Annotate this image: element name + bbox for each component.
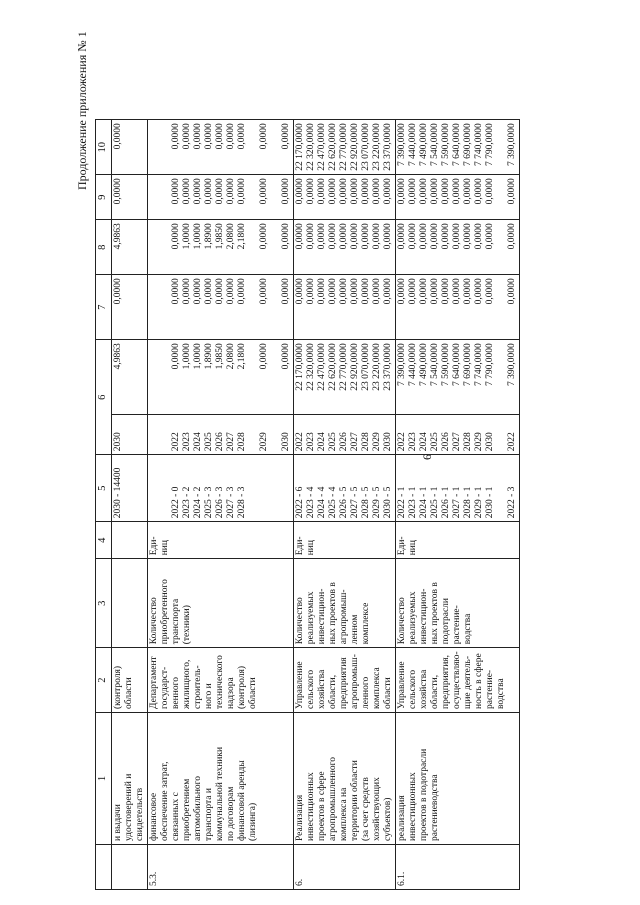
continuation-label: Продолжение приложения № 1	[75, 31, 89, 190]
executor: Департамент государст- венного жилищного, строитель- ного и технического надзора (контроля) области	[148, 648, 294, 713]
total-value: 22 170,0000 22 320,0000 22 470,0000 22 620,0000 22 770,0000 22 920,0000 23 070,0000 23 220,0000 23 370,0000	[294, 340, 396, 415]
header-cell	[96, 845, 112, 890]
federal-value: 0,0000	[112, 275, 148, 340]
header-cell: 6	[96, 340, 112, 455]
table-row	[148, 120, 294, 890]
header-cell: 3	[96, 559, 112, 648]
header-cell: 7	[96, 275, 112, 340]
executor: Управление сельского хозяйства области, предприятия, осуществляю- щие деятель- ность в сфере растение- водства	[396, 648, 520, 713]
measure-name: и выдачи удостоверений и свидетельств	[112, 713, 148, 845]
total-value: 7 390,0000 7 440,0000 7 490,0000 7 540,0000 7 590,0000 7 640,0000 7 690,0000 7 740,0000 7 790,0000 7 390,0000	[396, 340, 520, 415]
page-number: 6	[420, 454, 434, 460]
row-number: 5.3.	[148, 845, 294, 890]
indicator: Количество реализуемых инвестицион- ных проектов в подотрасли растение- водства	[396, 559, 520, 648]
unit: Еди- ниц	[396, 522, 520, 559]
regional-value: 0,0000 0,0000 0,0000 0,0000 0,0000 0,0000 0,0000 0,0000 0,0000	[294, 220, 396, 275]
table-row	[112, 120, 148, 890]
year: 2022 2023 2024 2025 2026 2027 2028 2029 2030	[294, 415, 396, 455]
table-row	[396, 120, 520, 890]
indicator: Количество приобретенного транспорта (техники)	[148, 559, 294, 648]
row-number: 6.	[294, 845, 396, 890]
executor: (контроля) области	[112, 648, 148, 713]
year: 2030	[112, 415, 148, 455]
measure-name: реализация инвестиционных проектов в подотрасли растениеводства	[396, 713, 520, 845]
header-cell: 9	[96, 175, 112, 220]
year: 2022 2023 2024 2025 2026 2027 2028 2029 2030	[148, 415, 294, 455]
local-value: 0,0000	[112, 175, 148, 220]
indicator	[112, 559, 148, 648]
row-number: 6.1.	[396, 845, 520, 890]
regional-value: 0,0000 1,0000 1,0000 1,8900 1,9850 2,0800 2,1800 0,0000 0,0000	[148, 220, 294, 275]
unit: Еди- ниц	[148, 522, 294, 559]
other-value: 7 390,0000 7 440,0000 7 490,0000 7 540,0000 7 590,0000 7 640,0000 7 690,0000 7 740,0000 7 790,0000 7 390,0000	[396, 120, 520, 175]
year-values: 2022 - 1 2023 - 1 2024 - 1 2025 - 1 2026 - 1 2027 - 1 2028 - 1 2029 - 1 2030 - 1 2022 - 3	[396, 455, 520, 522]
year: 2022 2023 2024 2025 2026 2027 2028 2029 2030 2022	[396, 415, 520, 455]
row-number	[112, 845, 148, 890]
local-value: 0,0000 0,0000 0,0000 0,0000 0,0000 0,0000 0,0000 0,0000 0,0000	[294, 175, 396, 220]
regional-value: 0,0000 0,0000 0,0000 0,0000 0,0000 0,0000 0,0000 0,0000 0,0000 0,0000	[396, 220, 520, 275]
indicator: Количество реализуемых инвестицион- ных проектов в агропромыш- ленном комплексе	[294, 559, 396, 648]
year-values: 2030 - 14400	[112, 455, 148, 522]
regional-value: 4,9863	[112, 220, 148, 275]
local-value: 0,0000 0,0000 0,0000 0,0000 0,0000 0,0000 0,0000 0,0000 0,0000 0,0000	[396, 175, 520, 220]
unit	[112, 522, 148, 559]
measure-name: Реализация инвестиционных проектов в сфере агропромышленного комплекса на территории области (за счет средств хозяйствующих субъектов)	[294, 713, 396, 845]
appendix-table	[95, 119, 520, 890]
table-row	[294, 120, 396, 890]
total-value: 4,9863	[112, 340, 148, 415]
measure-name: финансовое обеспечение затрат, связанных с приобретением автомобильного транспорта и коммунальной техники по договорам финансовой аренды (лизинга)	[148, 713, 294, 845]
year-values: 2022 - 6 2023 - 4 2024 - 4 2025 - 4 2026 - 5 2027 - 5 2028 - 5 2029 - 5 2030 - 5	[294, 455, 396, 522]
federal-value: 0,0000 0,0000 0,0000 0,0000 0,0000 0,0000 0,0000 0,0000 0,0000	[294, 275, 396, 340]
executor: Управление сельского хозяйства области, предприятия агропромыш- ленного комплекса области	[294, 648, 396, 713]
year-values: 2022 - 0 2023 - 2 2024 - 2 2025 - 3 2026 - 3 2027 - 3 2028 - 3	[148, 455, 294, 522]
header-cell: 2	[96, 648, 112, 713]
other-value: 0,0000 0,0000 0,0000 0,0000 0,0000 0,0000 0,0000 0,0000 0,0000	[148, 120, 294, 175]
other-value: 0,0000	[112, 120, 148, 175]
header-cell: 10	[96, 120, 112, 175]
other-value: 22 170,0000 22 320,0000 22 470,0000 22 620,0000 22 770,0000 22 920,0000 23 070,0000 23 220,0000 23 370,0000	[294, 120, 396, 175]
header-cell: 1	[96, 713, 112, 845]
header-cell: 5	[96, 455, 112, 522]
header-cell: 8	[96, 220, 112, 275]
total-value: 0,0000 1,0000 1,0000 1,8900 1,9850 2,0800 2,1800 0,0000 0,0000	[148, 340, 294, 415]
unit: Еди- ниц	[294, 522, 396, 559]
local-value: 0,0000 0,0000 0,0000 0,0000 0,0000 0,0000 0,0000 0,0000 0,0000	[148, 175, 294, 220]
header-cell: 4	[96, 522, 112, 559]
federal-value: 0,0000 0,0000 0,0000 0,0000 0,0000 0,0000 0,0000 0,0000 0,0000 0,0000	[396, 275, 520, 340]
federal-value: 0,0000 0,0000 0,0000 0,0000 0,0000 0,0000 0,0000 0,0000 0,0000	[148, 275, 294, 340]
header-row	[96, 120, 112, 890]
